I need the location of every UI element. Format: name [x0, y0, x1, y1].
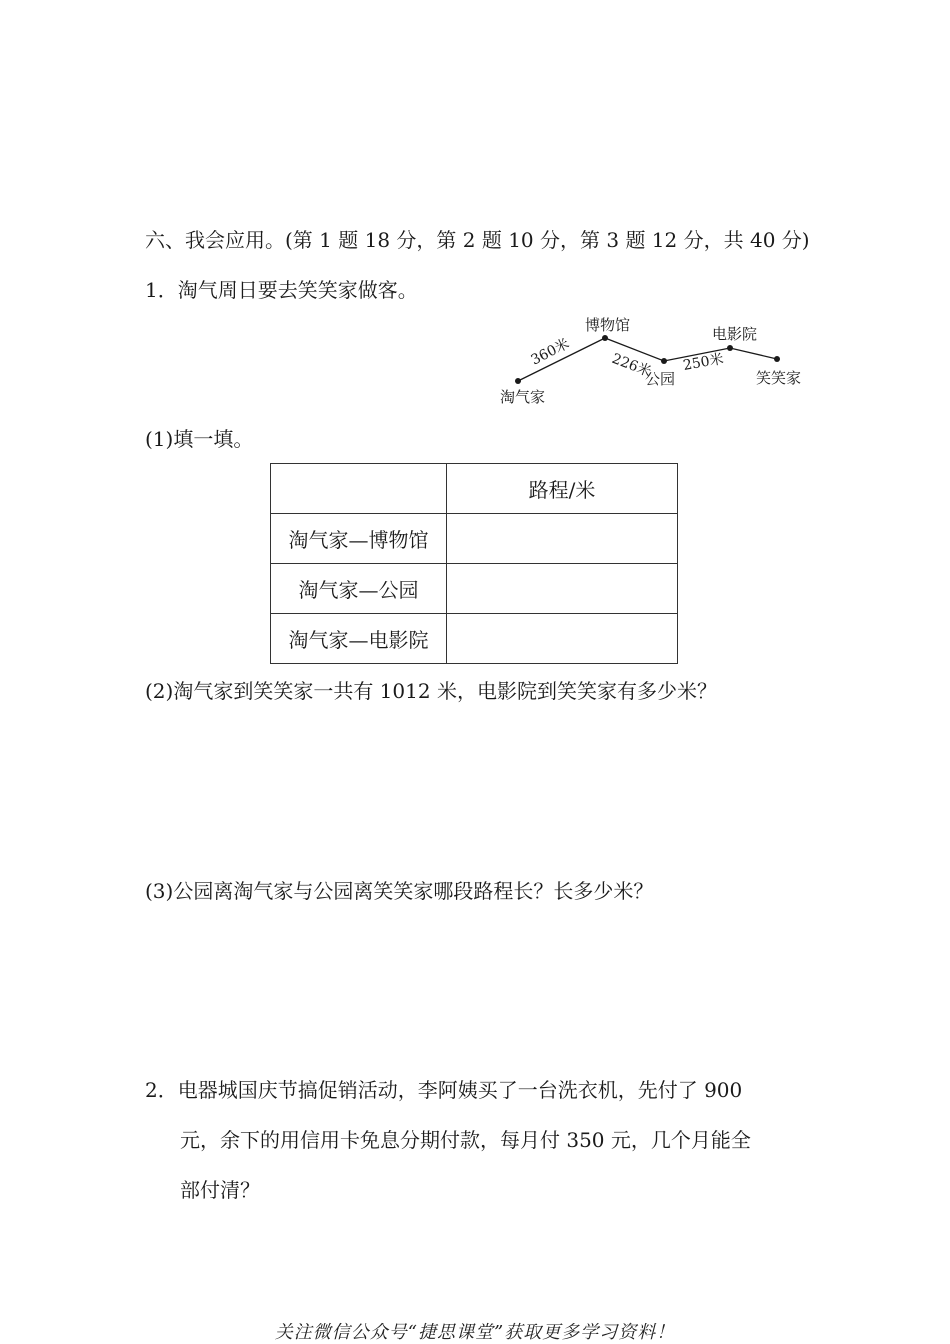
distance-label-1: 360米 — [528, 335, 573, 369]
table-header-row — [271, 464, 678, 514]
table-row — [271, 564, 678, 614]
part-1-label: (1)填一填。 — [145, 427, 254, 451]
question-2-line-3: 部付清？ — [180, 1178, 260, 1202]
point-park — [661, 358, 667, 364]
part-3-question: (3)公园离淘气家与公园离笑笑家哪段路程长？长多少米？ — [145, 879, 654, 903]
table-cell-answer[interactable] — [447, 514, 678, 564]
label-park: 公园 — [645, 370, 676, 388]
question-1-stem: 1．淘气周日要去笑笑家做客。 — [145, 278, 418, 302]
point-museum — [602, 335, 608, 341]
point-taoqi-home — [515, 378, 521, 384]
question-2-line-1: 2．电器城国庆节搞促销活动，李阿姨买了一台洗衣机，先付了 900 — [145, 1078, 743, 1102]
question-2-line-2: 元，余下的用信用卡免息分期付款，每月付 350 元，几个月能全 — [180, 1128, 751, 1152]
label-taoqi-home: 淘气家 — [500, 388, 546, 406]
table-row — [271, 614, 678, 664]
table-header-cell — [271, 464, 447, 514]
distance-label-2: 226米 — [609, 350, 654, 381]
distance-label-3: 250米 — [681, 351, 725, 374]
table-cell-route: 淘气家—公园 — [271, 564, 447, 614]
point-xiaoxiao-home — [774, 356, 780, 362]
route-map — [490, 310, 820, 410]
table-cell-answer[interactable] — [447, 564, 678, 614]
label-xiaoxiao-home: 笑笑家 — [756, 369, 802, 387]
label-cinema: 电影院 — [712, 325, 758, 343]
section-title: 六、我会应用。(第 1 题 18 分，第 2 题 10 分，第 3 题 12 分，共 40 分) — [145, 228, 810, 252]
label-museum: 博物馆 — [585, 316, 631, 334]
table-header-cell: 路程/米 — [447, 464, 678, 514]
part-2-question: (2)淘气家到笑笑家一共有 1012 米，电影院到笑笑家有多少米？ — [145, 679, 717, 703]
point-cinema — [727, 345, 733, 351]
table-row — [271, 514, 678, 564]
distance-table — [270, 463, 678, 664]
footer-watermark: 关注微信公众号“捷思课堂”获取更多学习资料！ — [274, 1322, 676, 1343]
table-cell-route: 淘气家—博物馆 — [271, 514, 447, 564]
table-cell-route: 淘气家—电影院 — [271, 614, 447, 664]
table-cell-answer[interactable] — [447, 614, 678, 664]
